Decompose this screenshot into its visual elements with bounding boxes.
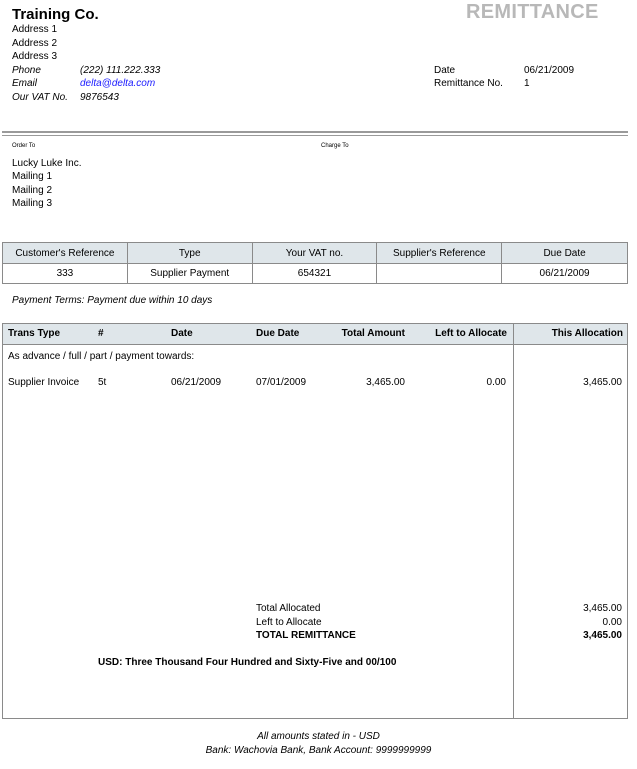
allocation-table: [2, 323, 628, 719]
order-to-label: Order To: [12, 143, 36, 149]
table-cell: 06/21/2009: [171, 377, 222, 388]
company-address-line: Address 3: [12, 51, 58, 62]
table-cell: 06/21/2009: [502, 264, 628, 284]
table-cell: 5t: [98, 377, 107, 388]
reference-header-row: [3, 243, 628, 264]
phone-value: (222) 111.222.333: [80, 65, 161, 76]
column-header: Customer's Reference: [3, 243, 128, 264]
email-link[interactable]: delta@delta.com: [80, 78, 156, 89]
vat-label: Our VAT No.: [12, 92, 68, 103]
order-to-line: Lucky Luke Inc.: [12, 158, 82, 169]
phone-label: Phone: [12, 65, 41, 76]
column-header: Type: [127, 243, 252, 264]
column-header: Trans Type: [8, 328, 61, 339]
amount-in-words: USD: Three Thousand Four Hundred and Sixty-Five and 00/100: [98, 657, 397, 668]
company-name: Training Co.: [12, 6, 99, 23]
divider: [2, 135, 628, 136]
column-header: Date: [171, 328, 193, 339]
total-allocated-label: Total Allocated: [256, 603, 321, 614]
order-to-line: Mailing 3: [12, 198, 53, 209]
email-label: Email: [12, 78, 38, 89]
date-value: 06/21/2009: [524, 65, 575, 76]
table-row: [3, 377, 627, 391]
remittance-number-label: Remittance No.: [434, 78, 503, 89]
table-cell: 07/01/2009: [256, 377, 307, 388]
company-address-line: Address 1: [12, 24, 58, 35]
reference-row: [3, 264, 628, 284]
column-header: Total Amount: [341, 328, 405, 339]
allocation-intro: As advance / full / part / payment towards:: [8, 351, 195, 362]
reference-table: [2, 242, 628, 284]
column-header: Left to Allocate: [435, 328, 507, 339]
total-remittance-label: TOTAL REMITTANCE: [256, 630, 356, 641]
table-cell: 333: [3, 264, 128, 284]
date-label: Date: [434, 65, 456, 76]
table-cell: 3,465.00: [583, 377, 622, 388]
remittance-number-value: 1: [524, 78, 530, 89]
column-header: This Allocation: [551, 328, 623, 339]
column-header: Supplier's Reference: [377, 243, 502, 264]
total-remittance-value: 3,465.00: [583, 630, 622, 641]
document-title: REMITTANCE: [466, 1, 599, 23]
company-address-line: Address 2: [12, 38, 58, 49]
currency-note: All amounts stated in - USD: [257, 731, 380, 742]
total-allocated-value: 3,465.00: [583, 603, 622, 614]
table-cell: [377, 264, 502, 284]
table-cell: Supplier Payment: [127, 264, 252, 284]
vat-value: 9876543: [80, 92, 119, 103]
column-header: Due Date: [256, 328, 300, 339]
column-header: Due Date: [502, 243, 628, 264]
allocation-header-row: [3, 324, 627, 345]
table-cell: 3,465.00: [366, 377, 405, 388]
left-to-allocate-label: Left to Allocate: [256, 617, 322, 628]
bank-details: Bank: Wachovia Bank, Bank Account: 9999999999: [205, 745, 432, 756]
order-to-line: Mailing 2: [12, 185, 53, 196]
table-cell: Supplier Invoice: [8, 377, 80, 388]
payment-terms: Payment Terms: Payment due within 10 days: [12, 295, 213, 306]
column-header: Your VAT no.: [252, 243, 377, 264]
table-cell: 0.00: [486, 377, 506, 388]
divider: [2, 131, 628, 133]
column-header: #: [98, 328, 104, 339]
order-to-line: Mailing 1: [12, 171, 53, 182]
left-to-allocate-value: 0.00: [602, 617, 622, 628]
table-cell: 654321: [252, 264, 377, 284]
charge-to-label: Charge To: [321, 143, 349, 149]
